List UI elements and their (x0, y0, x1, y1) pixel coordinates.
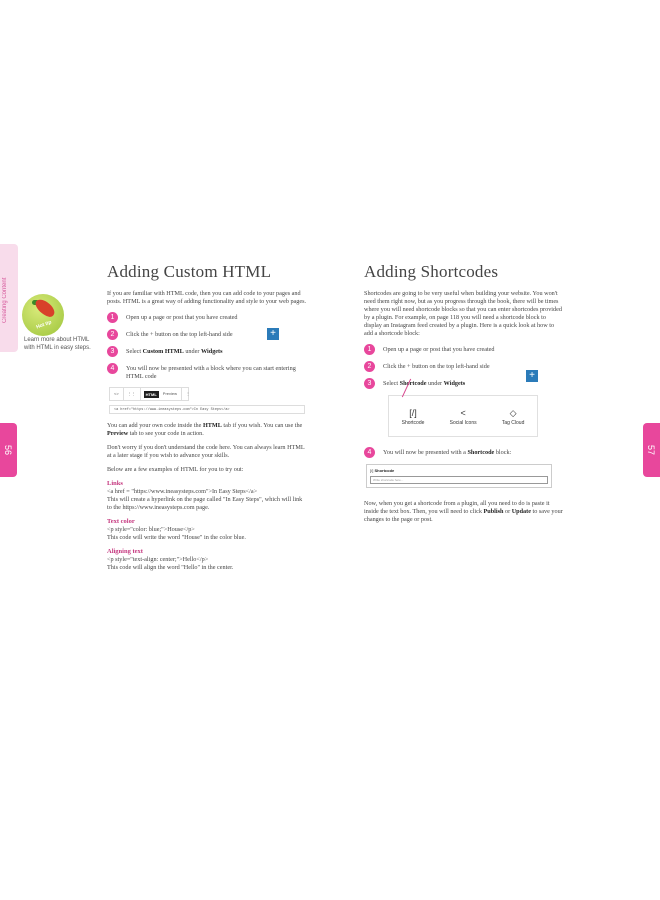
step-text: Open up a page or post that you have created (383, 346, 495, 353)
paragraph-html-tab: You can add your own code inside the HTML tab if you wish. You can use the Preview tab to see your code in action. (107, 422, 303, 437)
more-options-icon: ⋮ (186, 391, 191, 396)
intro-paragraph: Shortcodes are going to be very useful when building your website. You won't need them right now, but as you progress through the book, there will be times where you will need shortcode blocks so that you can enter shortcodes provided by a plugin. For example, on page 118 you will need a shortcode block to display an Instagram feed created by a plugin. Here is a quick look at how to add a shortcode block: (364, 290, 562, 337)
add-block-plus-icon: + (526, 370, 538, 382)
intro-paragraph: If you are familiar with HTML code, then you can add code to your pages and posts. HTML is a great way of adding functionality and style to your web pages. (107, 290, 307, 305)
example-heading: Links (107, 480, 123, 487)
example-heading: Aligning text (107, 548, 143, 555)
html-block-toolbar (109, 387, 189, 401)
page-number-right: 57 (643, 423, 660, 477)
step-2 (107, 329, 307, 340)
drag-handle-icon: ⋮⋮ (124, 388, 141, 400)
step-number: 3 (107, 346, 118, 357)
html-tab: HTML (145, 391, 157, 397)
step-4 (364, 447, 564, 458)
block-social-icons (450, 406, 477, 426)
step-text: You will now be presented with a Shortcode block: (383, 449, 512, 456)
shortcode-icon: [/] (370, 468, 374, 473)
step-1 (364, 344, 564, 355)
shortcode-icon: [/] (409, 408, 417, 418)
block-label: Tag Cloud (501, 420, 525, 426)
step-1 (107, 312, 307, 323)
share-icon: < (460, 408, 466, 418)
chili-pepper-icon (33, 297, 58, 319)
paragraph-dont-worry: Don't worry if you don't understand the code here. You can always learn HTML at a later stage if you wish to advance your skills. (107, 444, 305, 459)
step-number: 2 (107, 329, 118, 340)
right-page (364, 262, 564, 530)
chapter-label: Creating Content (2, 277, 8, 323)
example-code: <p style="text-align: center;">Hello</p> (107, 556, 209, 563)
shortcode-block (366, 464, 552, 488)
block-tag-cloud (502, 406, 525, 426)
add-block-plus-icon: + (267, 328, 279, 340)
example-description: This code will align the word "Hello" in the center. (107, 564, 234, 571)
step-number: 4 (364, 447, 375, 458)
preview-tab: Preview (159, 388, 182, 400)
step-number: 2 (364, 361, 375, 372)
step-text: Open up a page or post that you have created (126, 314, 238, 321)
tip-badge-label: Hot tip (35, 319, 53, 331)
tag-icon: ◇ (509, 408, 517, 418)
step-text: You will now be presented with a block where you can start entering HTML code (126, 365, 296, 380)
step-number: 3 (364, 378, 375, 389)
example-aligning-text (107, 548, 307, 572)
tip-text: Learn more about HTML with HTML in easy steps. (24, 337, 91, 351)
step-text: Select Custom HTML under Widgets (126, 348, 223, 355)
step-4 (107, 363, 307, 381)
step-number: 1 (364, 344, 375, 355)
example-text-color (107, 518, 307, 542)
block-shortcode (402, 406, 425, 426)
example-links (107, 480, 307, 512)
step-number: 4 (107, 363, 118, 374)
example-description: This code will write the word "House" in the color blue. (107, 534, 246, 541)
step-text: Click the + button on the top left-hand side (126, 331, 233, 338)
shortcode-block-header: [/] Shortcode (370, 468, 395, 473)
left-page (107, 262, 307, 578)
page-title: Adding Shortcodes (364, 262, 499, 281)
block-label: Shortcode (401, 420, 425, 426)
example-heading: Text color (107, 518, 135, 525)
example-code: <a href = "https://www.ineasysteps.com">In Easy Steps</a> (107, 488, 258, 495)
step-text: Click the + button on the top left-hand side (383, 363, 490, 370)
outro-paragraph: Now, when you get a shortcode from a plugin, all you need to do is paste it inside the text box. Then, you will need to click Publish or Update to save your changes to the page or post. (364, 500, 563, 523)
step-3 (364, 370, 564, 389)
example-code: <p style="color: blue;">House</p> (107, 526, 195, 533)
html-code-field: <a href="https://www.ineasysteps.com">In Easy Steps</a> (109, 405, 305, 414)
widget-block-picker (388, 395, 538, 437)
example-description: This will create a hyperlink on the page called "In Easy Steps", which will link to the https://www.ineasysteps.com page. (107, 496, 303, 511)
paragraph-examples-intro: Below are a few examples of HTML for you to try out: (107, 466, 244, 473)
step-number: 1 (107, 312, 118, 323)
step-3 (107, 346, 307, 357)
code-icon: <> (110, 388, 124, 400)
block-label: Social Icons (449, 420, 477, 426)
step-text: Select Shortcode under Widgets (383, 380, 466, 387)
page-title: Adding Custom HTML (107, 262, 272, 281)
hot-tip-icon (22, 294, 64, 336)
shortcode-input: Write shortcode here... (370, 476, 548, 484)
page-number-left: 56 (0, 423, 17, 477)
